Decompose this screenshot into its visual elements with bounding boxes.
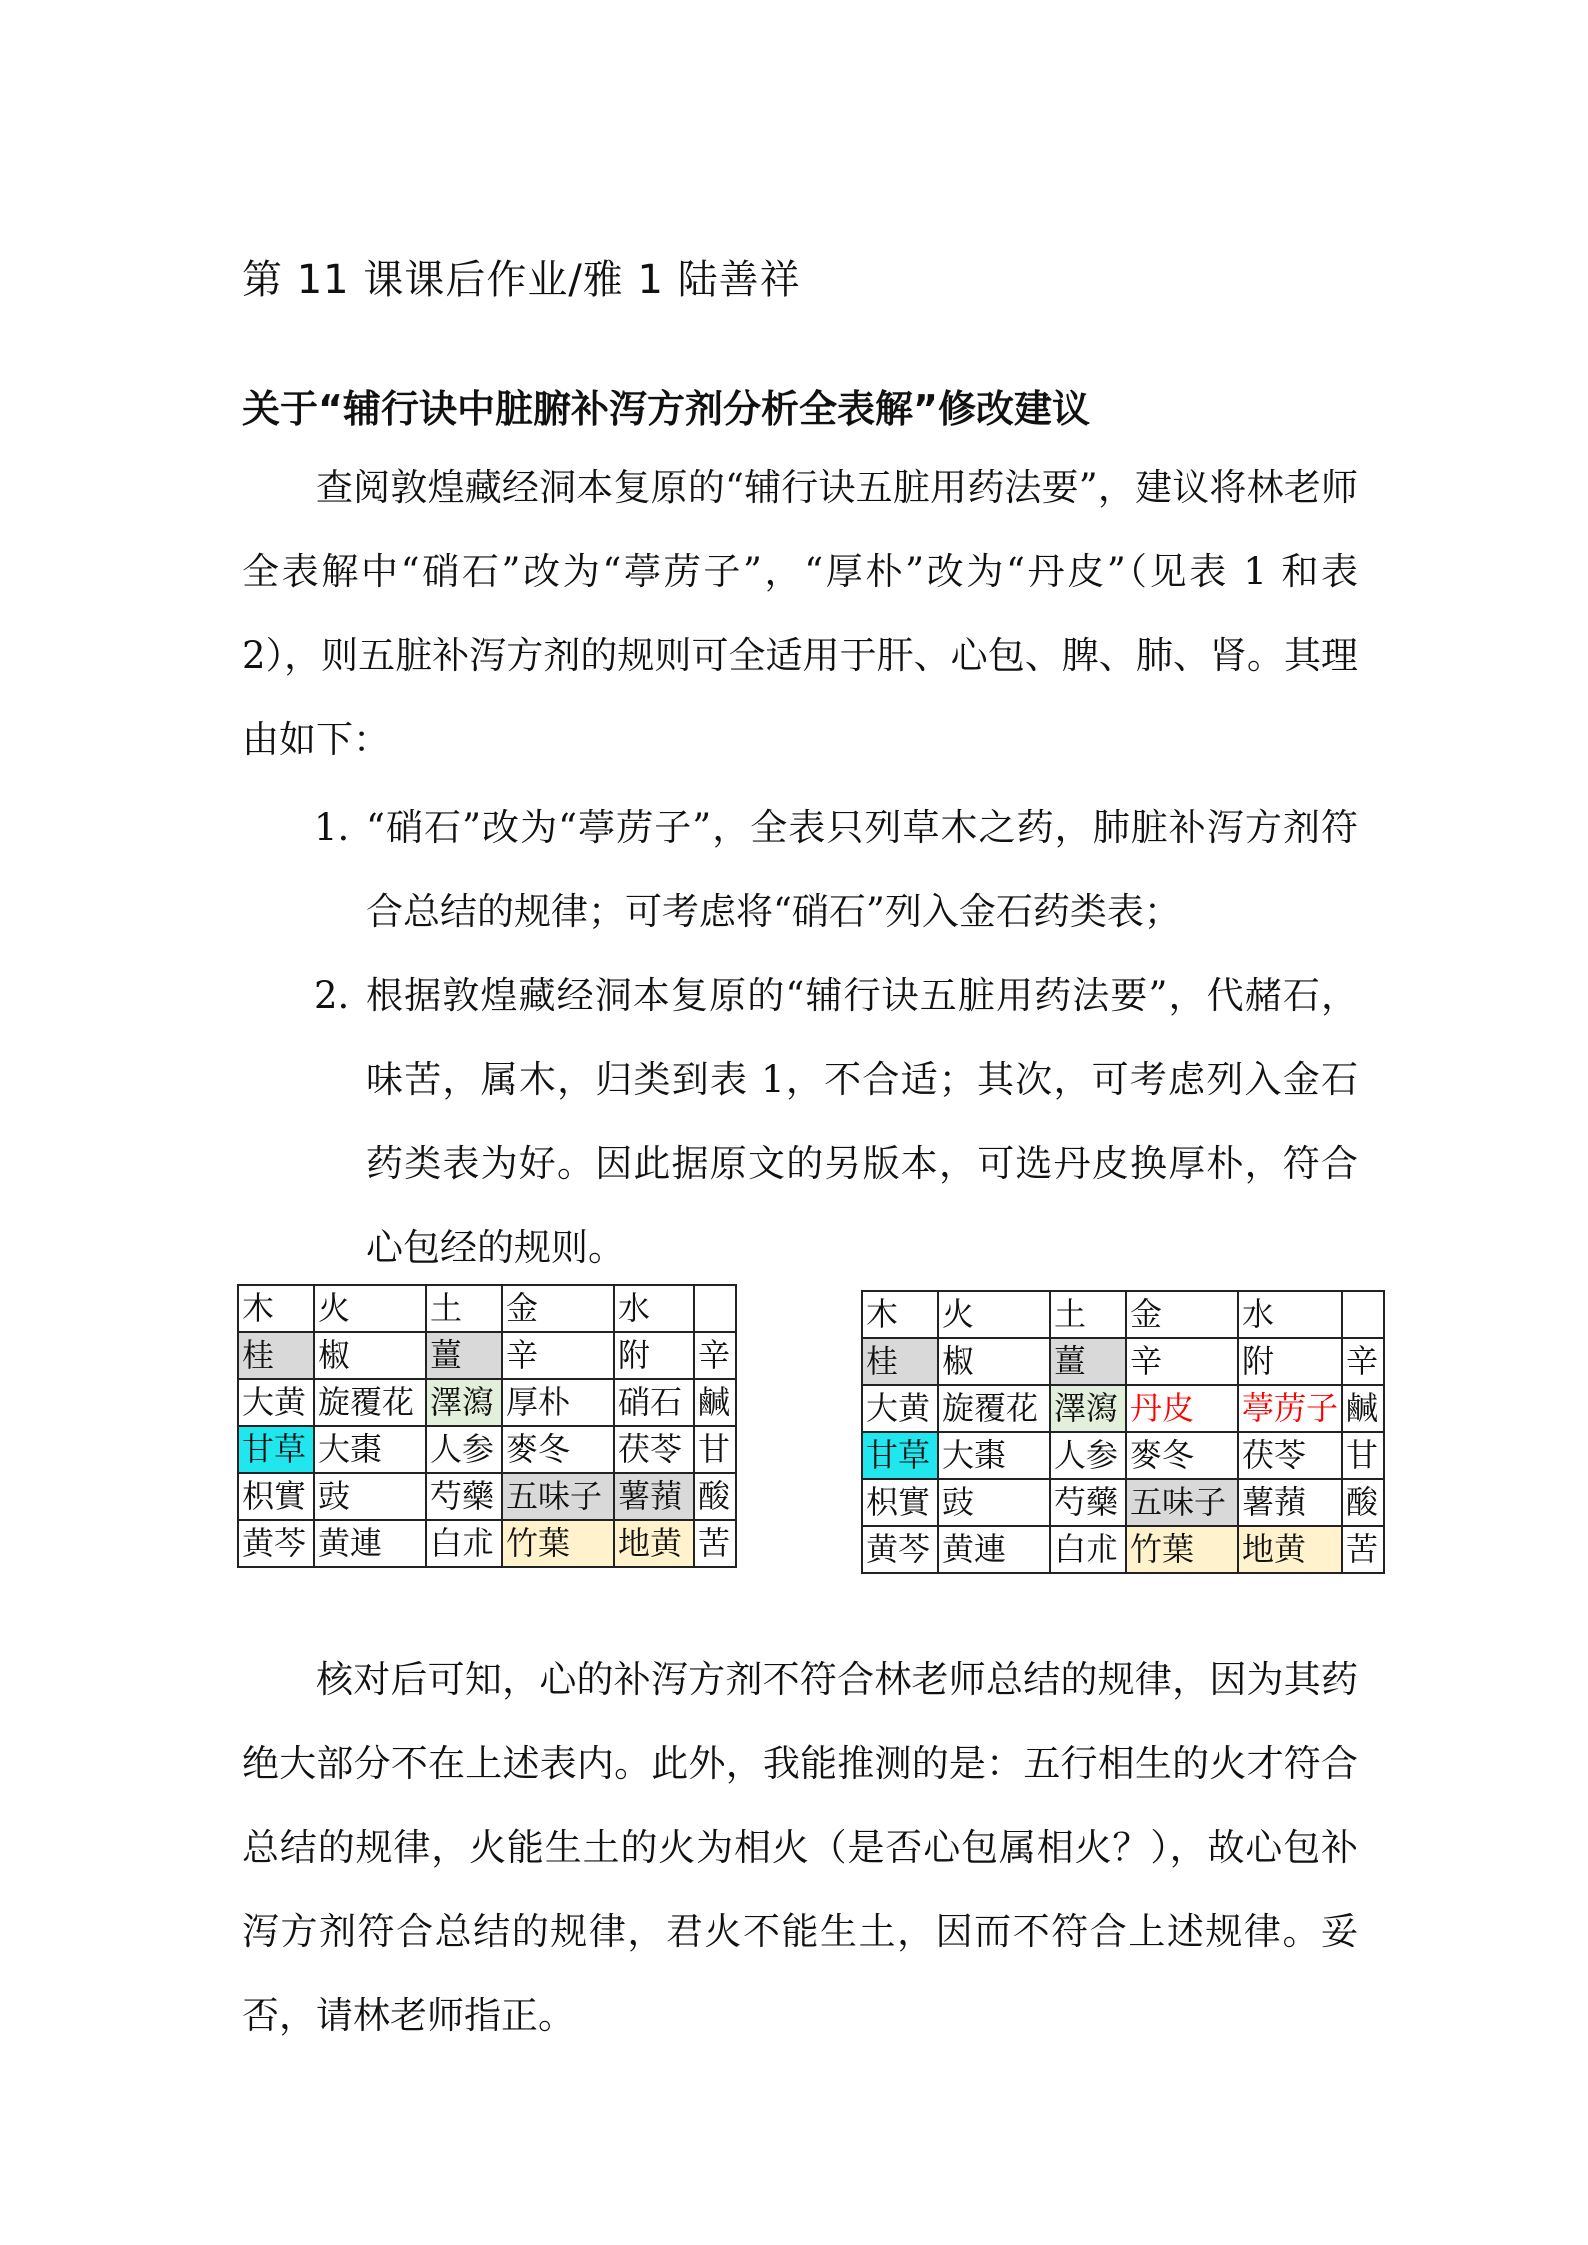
table-cell: 金 [1126, 1291, 1238, 1338]
table-cell: 芍藥 [426, 1473, 502, 1520]
table-cell: 地黄 [614, 1520, 694, 1567]
table-cell: 竹葉 [502, 1520, 614, 1567]
table-cell: 辛 [1342, 1338, 1384, 1385]
table-cell: 薑 [1050, 1338, 1126, 1385]
table-cell: 薯蕷 [1238, 1479, 1342, 1526]
table-row [862, 1479, 1384, 1526]
page-title: 第 11 课课后作业/雅 1 陆善祥 [242, 257, 801, 303]
table-cell: 茯苓 [1238, 1432, 1342, 1479]
table-cell: 桂 [862, 1338, 938, 1385]
table-cell: 酸 [694, 1473, 736, 1520]
list-item [242, 786, 1358, 954]
table-cell: 大棗 [314, 1426, 426, 1473]
table-cell [1342, 1291, 1384, 1338]
table-cell: 土 [426, 1285, 502, 1332]
table-cell: 旋覆花 [938, 1385, 1050, 1432]
table-cell: 苦 [694, 1520, 736, 1567]
table-cell: 辛 [694, 1332, 736, 1379]
table-cell: 辛 [502, 1332, 614, 1379]
table-cell: 甘草 [238, 1426, 314, 1473]
herb-table-original [237, 1284, 737, 1568]
table-row [238, 1332, 736, 1379]
table-cell: 薯蕷 [614, 1473, 694, 1520]
table-row [238, 1426, 736, 1473]
table-cell: 枳實 [862, 1479, 938, 1526]
table-row [238, 1285, 736, 1332]
table-cell: 土 [1050, 1291, 1126, 1338]
table-cell: 鹹 [694, 1379, 736, 1426]
table-row [862, 1291, 1384, 1338]
table-cell: 桂 [238, 1332, 314, 1379]
table-row [862, 1432, 1384, 1479]
table-cell: 五味子 [1126, 1479, 1238, 1526]
table-row [862, 1526, 1384, 1573]
table-row [862, 1338, 1384, 1385]
table-cell: 甘草 [862, 1432, 938, 1479]
table-cell: 葶苈子 [1238, 1385, 1342, 1432]
table-cell: 火 [314, 1285, 426, 1332]
table-cell: 麥冬 [502, 1426, 614, 1473]
table-cell: 白朮 [426, 1520, 502, 1567]
table-cell: 丹皮 [1126, 1385, 1238, 1432]
table-cell: 水 [1238, 1291, 1342, 1338]
table-cell: 水 [614, 1285, 694, 1332]
table-cell: 枳實 [238, 1473, 314, 1520]
table-cell: 澤瀉 [426, 1379, 502, 1426]
table-cell: 椒 [314, 1332, 426, 1379]
table-cell: 厚朴 [502, 1379, 614, 1426]
table-cell: 黄連 [314, 1520, 426, 1567]
table-cell: 黄芩 [862, 1526, 938, 1573]
table-row [238, 1520, 736, 1567]
table-cell: 大棗 [938, 1432, 1050, 1479]
intro-paragraph: 查阅敦煌藏经洞本复原的“辅行诀五脏用药法要”，建议将林老师全表解中“硝石”改为“葶苈子”，“厚朴”改为“丹皮”（见表 1 和表 2），则五脏补泻方剂的规则可全适用于肝、心包、脾、肺、肾。其理由如下： [242, 466, 1358, 761]
list-item [242, 954, 1358, 1290]
reason-list [242, 786, 1358, 1290]
table-row [238, 1379, 736, 1426]
table-cell: 人参 [426, 1426, 502, 1473]
list-item-number: 2. [314, 974, 350, 1017]
table-cell: 豉 [314, 1473, 426, 1520]
list-item-text: “硝石”改为“葶苈子”，全表只列草木之药，肺脏补泻方剂符合总结的规律；可考虑将“硝石”列入金石药类表； [366, 806, 1358, 933]
conclusion-paragraph: 核对后可知，心的补泻方剂不符合林老师总结的规律，因为其药绝大部分不在上述表内。此外，我能推测的是：五行相生的火才符合总结的规律，火能生土的火为相火（是否心包属相火？），故心包补泻方剂符合总结的规律，君火不能生土，因而不符合上述规律。妥否，请林老师指正。 [242, 1658, 1358, 2037]
section-heading: 关于“辅行诀中脏腑补泻方剂分析全表解”修改建议 [242, 387, 1090, 431]
table-cell: 椒 [938, 1338, 1050, 1385]
table-cell: 火 [938, 1291, 1050, 1338]
table-cell: 旋覆花 [314, 1379, 426, 1426]
table-row [238, 1473, 736, 1520]
table-cell: 五味子 [502, 1473, 614, 1520]
table-cell: 苦 [1342, 1526, 1384, 1573]
table-cell: 辛 [1126, 1338, 1238, 1385]
herb-table-revised [861, 1290, 1385, 1574]
table-cell: 附 [1238, 1338, 1342, 1385]
table-cell: 附 [614, 1332, 694, 1379]
table-cell: 芍藥 [1050, 1479, 1126, 1526]
table-cell: 茯苓 [614, 1426, 694, 1473]
table-cell: 木 [862, 1291, 938, 1338]
table-cell: 竹葉 [1126, 1526, 1238, 1573]
table-cell: 薑 [426, 1332, 502, 1379]
table-cell: 酸 [1342, 1479, 1384, 1526]
table-cell: 硝石 [614, 1379, 694, 1426]
table-row [862, 1385, 1384, 1432]
table-cell: 大黄 [238, 1379, 314, 1426]
table-cell [694, 1285, 736, 1332]
table-cell: 白朮 [1050, 1526, 1126, 1573]
table-cell: 木 [238, 1285, 314, 1332]
table-cell: 豉 [938, 1479, 1050, 1526]
table-cell: 澤瀉 [1050, 1385, 1126, 1432]
table-cell: 甘 [694, 1426, 736, 1473]
table-cell: 大黄 [862, 1385, 938, 1432]
table-cell: 甘 [1342, 1432, 1384, 1479]
table-cell: 地黄 [1238, 1526, 1342, 1573]
list-item-text: 根据敦煌藏经洞本复原的“辅行诀五脏用药法要”，代赭石，味苦，属木，归类到表 1，不合适；其次，可考虑列入金石药类表为好。因此据原文的另版本，可选丹皮换厚朴，符合心包经的规则。 [366, 974, 1358, 1269]
table-cell: 黄連 [938, 1526, 1050, 1573]
table-cell: 麥冬 [1126, 1432, 1238, 1479]
list-item-number: 1. [314, 806, 350, 849]
table-cell: 黄芩 [238, 1520, 314, 1567]
table-cell: 鹹 [1342, 1385, 1384, 1432]
table-cell: 人参 [1050, 1432, 1126, 1479]
table-cell: 金 [502, 1285, 614, 1332]
